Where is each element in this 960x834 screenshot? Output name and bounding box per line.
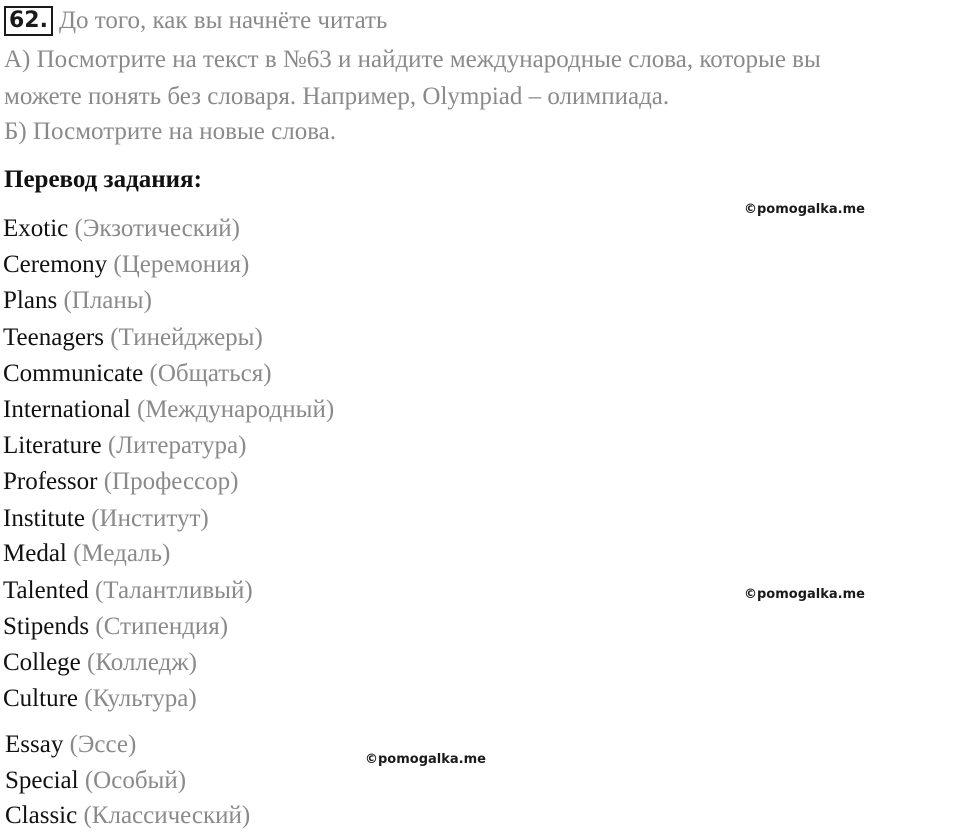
vocab-item-plans [3, 286, 152, 316]
vocab-english: Communicate [3, 360, 144, 387]
vocab-russian: (Экзотический) [74, 215, 240, 242]
vocab-russian: (Общаться) [149, 360, 272, 387]
vocab-english: Culture [3, 685, 78, 712]
vocab-english: Ceremony [3, 251, 108, 278]
watermark: ©pomogalka.me [744, 587, 865, 602]
vocab-item-international [3, 395, 334, 425]
vocab-item-institute [3, 504, 209, 534]
vocab-item-special [5, 766, 186, 796]
vocab-russian: (Планы) [63, 287, 152, 314]
vocab-english: College [3, 649, 81, 676]
task-instruction-a-line-2: можете понять без словаря. Например, Olympiad – олимпиада. [4, 83, 670, 110]
vocab-english: Literature [3, 432, 102, 459]
vocab-english: Professor [3, 468, 98, 495]
vocab-russian: (Классический) [83, 802, 251, 829]
vocab-russian: (Профессор) [103, 468, 239, 495]
vocab-item-talented [3, 576, 253, 606]
vocab-russian: (Институт) [91, 505, 209, 532]
vocab-english: Institute [3, 505, 85, 532]
vocab-item-professor [3, 467, 239, 497]
task-number-badge: 62. [4, 6, 53, 36]
vocab-russian: (Особый) [84, 767, 187, 794]
vocab-english: Talented [3, 577, 89, 604]
vocab-item-college [3, 648, 197, 678]
vocab-item-classic [5, 801, 250, 831]
watermark: ©pomogalka.me [744, 202, 865, 217]
watermark: ©pomogalka.me [365, 752, 486, 767]
vocab-item-communicate [3, 359, 272, 389]
vocab-item-medal [3, 539, 170, 569]
vocab-english: Essay [5, 731, 64, 758]
vocab-item-ceremony [3, 250, 249, 280]
vocab-english: Exotic [3, 215, 69, 242]
vocab-item-culture [3, 684, 197, 714]
vocab-russian: (Колледж) [87, 649, 197, 676]
vocab-item-essay [5, 730, 136, 760]
vocab-russian: (Стипендия) [95, 613, 229, 640]
vocab-russian: (Церемония) [113, 251, 250, 278]
vocab-russian: (Талантливый) [94, 577, 253, 604]
vocab-english: Stipends [3, 613, 90, 640]
vocab-russian: (Культура) [84, 685, 197, 712]
vocab-english: Plans [3, 287, 58, 314]
vocab-english: International [3, 396, 131, 423]
task-instruction-a-line-1: А) Посмотрите на текст в №63 и найдите международные слова, которые вы [4, 46, 821, 73]
vocab-item-teenagers [3, 323, 263, 353]
vocab-item-exotic [3, 214, 240, 244]
vocab-english: Teenagers [3, 324, 104, 351]
vocab-english: Classic [5, 802, 78, 829]
task-title-line [4, 6, 387, 36]
vocab-russian: (Литература) [107, 432, 247, 459]
task-title: До того, как вы начнёте читать [58, 7, 388, 34]
vocab-item-stipends [3, 612, 228, 642]
translation-heading: Перевод задания: [4, 166, 202, 193]
vocab-russian: (Эссе) [69, 731, 137, 758]
vocab-english: Special [5, 767, 79, 794]
vocab-english: Medal [3, 540, 67, 567]
vocab-russian: (Международный) [136, 396, 335, 423]
task-instruction-b: Б) Посмотрите на новые слова. [4, 118, 337, 145]
vocab-item-literature [3, 431, 246, 461]
vocab-russian: (Медаль) [73, 540, 171, 567]
vocab-russian: (Тинейджеры) [110, 324, 263, 351]
